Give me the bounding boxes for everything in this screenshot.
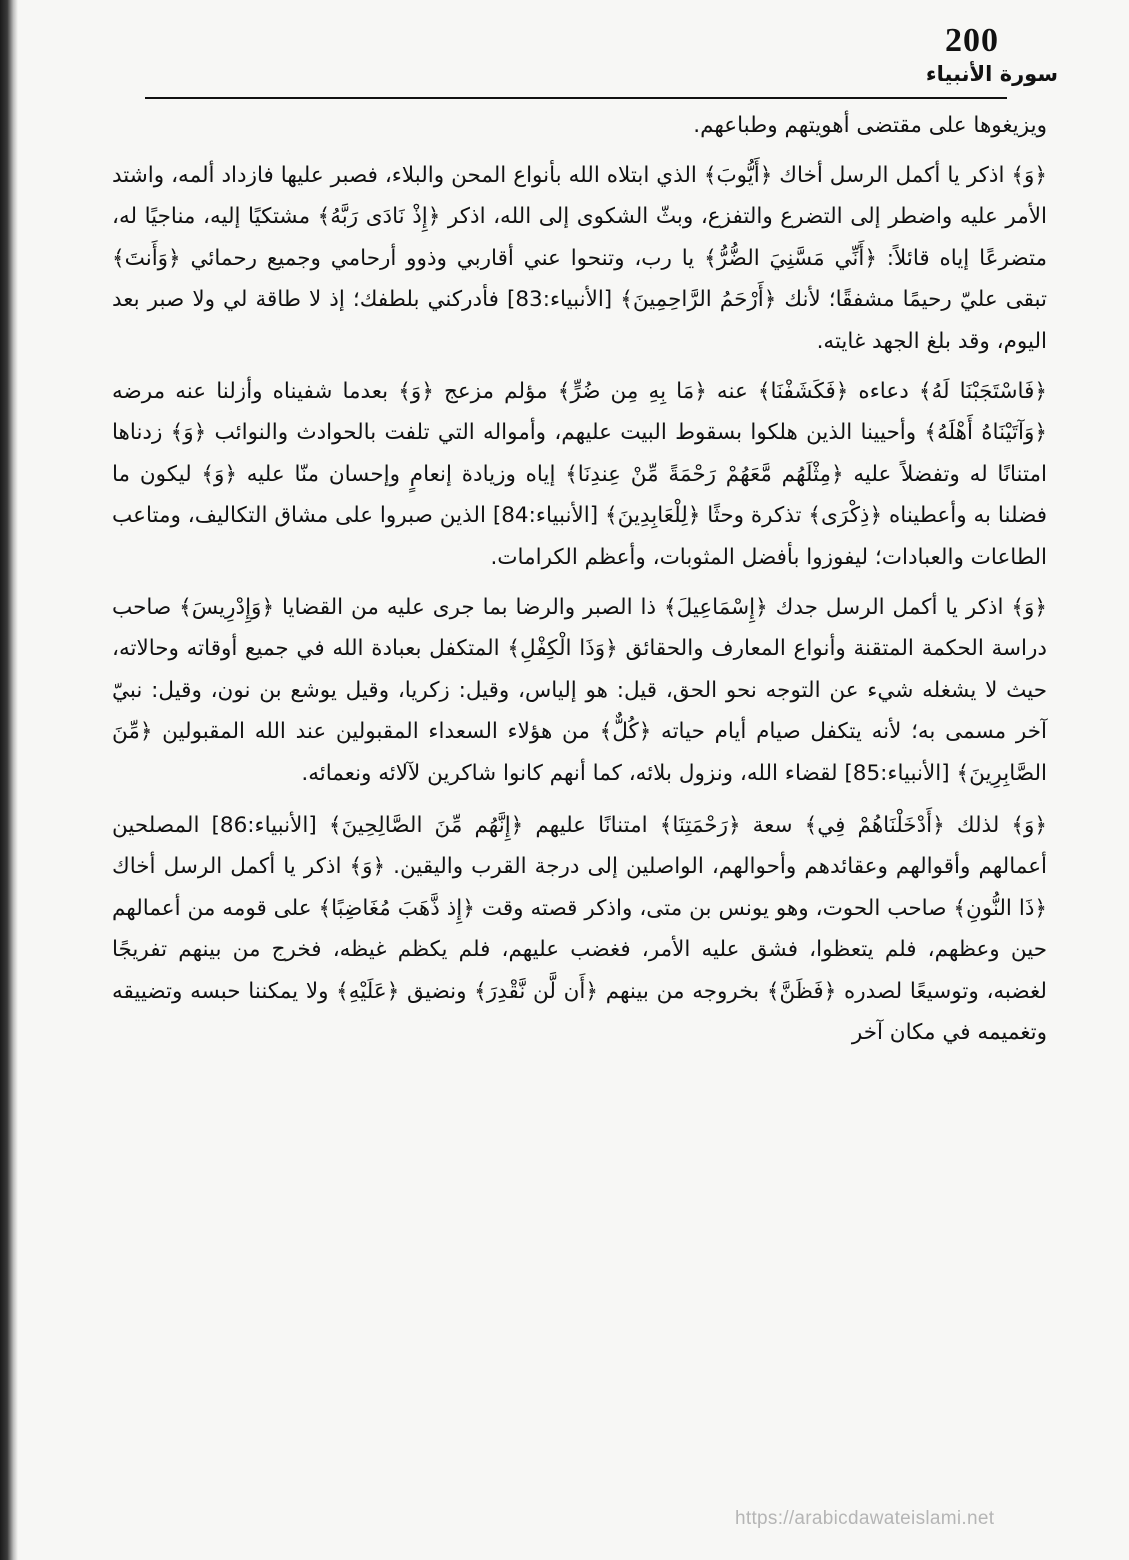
book-spine-shadow	[0, 0, 18, 1560]
paragraph-dhun-nun: ﴿وَ﴾ لذلك ﴿أَدْخَلْنَاهُمْ فِي﴾ سعة ﴿رَحْمَتِنَا﴾ امتنانًا عليهم ﴿إِنَّهُم مِّنَ الصَّالِحِينَ﴾ [الأنبياء:86] المصلحين أعمالهم وأقوالهم وعقائدهم وأحوالهم، الواصلين إلى درجة القرب واليقين. ﴿وَ﴾ اذكر يا أكمل الرسل أخاك ﴿ذَا النُّونِ﴾ صاحب الحوت، وهو يونس بن متى، واذكر قصته وقت ﴿إِذ ذَّهَبَ مُغَاضِبًا﴾ على قومه من أعمالهم حين وعظهم، فلم يتعظوا، فشق عليه الأمر، فغضب عليهم، فلم يكظم غيظه، فخرج من بينهم تفريجًا لغضبه، وتوسيعًا لصدره ﴿فَظَنَّ﴾ بخروجه من بينهم ﴿أَن لَّن نَّقْدِرَ﴾ ونضيق ﴿عَلَيْهِ﴾ ولا يمكننا حبسه وتضييقه وتغميمه في مكان آخر	[112, 812, 1047, 1046]
surah-title: سورة الأنبياء	[925, 62, 1058, 86]
tafsir-body	[112, 105, 1047, 1062]
paragraph-response: ﴿فَاسْتَجَبْنَا لَهُ﴾ دعاءه ﴿فَكَشَفْنَا﴾ عنه ﴿مَا بِهِ مِن ضُرٍّ﴾ مؤلم مزعج ﴿وَ﴾ بعدما شفيناه وأزلنا عنه مرضه ﴿وَآتَيْنَاهُ أَهْلَهُ﴾ وأحيينا الذين هلكوا بسقوط البيت عليهم، وأمواله التي تلفت بالحوادث والنوائب ﴿وَ﴾ زدناها امتنانًا له وتفضلاً عليه ﴿مِثْلَهُم مَّعَهُمْ رَحْمَةً مِّنْ عِندِنَا﴾ إياه وزيادة إنعامٍ وإحسان منّا عليه ﴿وَ﴾ ليكون ما فضلنا به وأعطيناه ﴿ذِكْرَى﴾ تذكرة وحثًا ﴿لِلْعَابِدِينَ﴾ [الأنبياء:84] الذين صبروا على مشاق التكاليف، ومتاعب الطاعات والعبادات؛ ليفوزوا بأفضل المثوبات، وأعظم الكرامات.	[112, 378, 1047, 570]
paragraph-ayyub: ﴿وَ﴾ اذكر يا أكمل الرسل أخاك ﴿أَيُّوبَ﴾ الذي ابتلاه الله بأنواع المحن والبلاء، فصبر عليها فازداد ألمه، واشتد الأمر عليه واضطر إلى التضرع والتفزع، وبثّ الشكوى إلى الله، اذكر ﴿إِذْ نَادَى رَبَّهُ﴾ مشتكيًا إليه، مناجيًا له، متضرعًا إياه قائلاً: ﴿أَنِّي مَسَّنِيَ الضُّرُّ﴾ يا رب، وتنحوا عني أقاربي وذوو أرحامي وجميع رحمائي ﴿وَأَنتَ﴾ تبقى عليّ رحيمًا مشفقًا؛ لأنك ﴿أَرْحَمُ الرَّاحِمِينَ﴾ [الأنبياء:83] فأدركني بلطفك؛ إذ لا طاقة لي ولا صبر بعد اليوم، وقد بلغ الجهد غايته.	[112, 162, 1047, 354]
header-divider	[145, 97, 1007, 99]
paragraph-ismail-idris: ﴿وَ﴾ اذكر يا أكمل الرسل جدك ﴿إِسْمَاعِيلَ﴾ ذا الصبر والرضا بما جرى عليه من القضايا ﴿وَإِدْرِيسَ﴾ صاحب دراسة الحكمة المتقنة وأنواع المعارف والحقائق ﴿وَذَا الْكِفْلِ﴾ المتكفل بعبادة الله في جميع أوقاته وحالاته، حيث لا يشغله شيء عن التوجه نحو الحق، قيل: هو إلياس، وقيل: زكريا، وقيل يوشع بن نون، وقيل: نبيّ آخر مسمى به؛ لأنه يتكفل صيام أيام حياته ﴿كُلٌّ﴾ من هؤلاء السعداء المقبولين عند الله المقبولين ﴿مِّنَ الصَّابِرِينَ﴾ [الأنبياء:85] لقضاء الله، ونزول بلائه، كما أنهم كانوا شاكرين لآلائه ونعمائه.	[112, 594, 1047, 786]
paragraph-continuation: ويزيغوها على مقتضى أهويتهم وطباعهم.	[693, 113, 1047, 138]
source-watermark: https://arabicdawateislami.net	[735, 1508, 995, 1529]
page-number: 200	[945, 22, 999, 59]
